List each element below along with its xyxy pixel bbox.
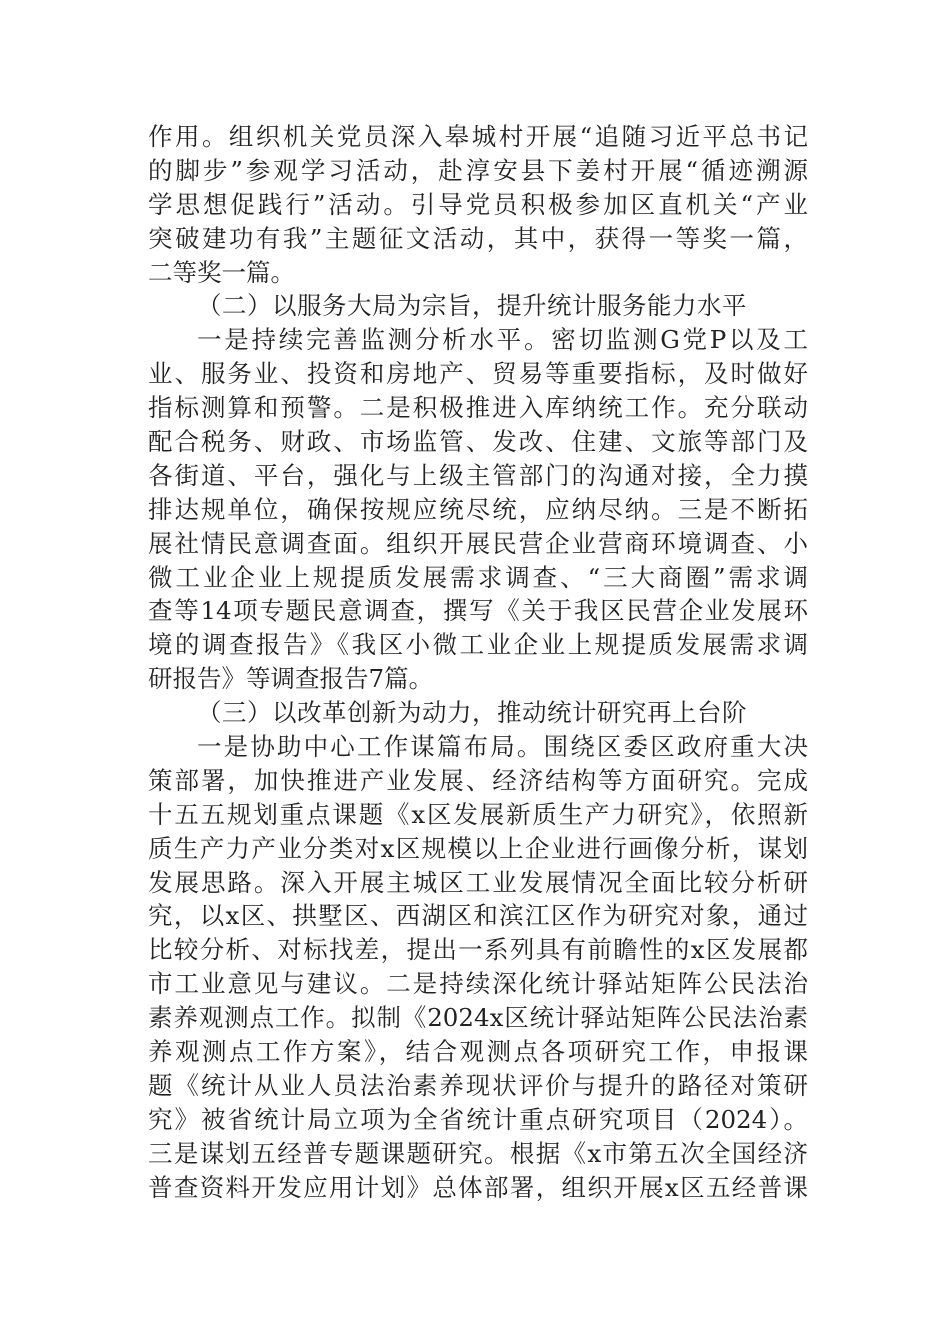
paragraph-line: 指标测算和预警。二是积极推进入库纳统工作。充分联动	[148, 393, 808, 423]
section-heading: （三）以改革创新为动力，推动统计研究再上台阶	[197, 698, 747, 728]
section-heading: （二）以服务大局为宗旨，提升统计服务能力水平	[197, 291, 747, 321]
paragraph-line: 题《统计从业人员法治素养现状评价与提升的路径对策研	[148, 1070, 808, 1100]
paragraph-line: 作用。组织机关党员深入皋城村开展“追随习近平总书记	[148, 122, 808, 151]
paragraph-line: 究》被省统计局立项为全省统计重点研究项目（2024）。	[148, 1104, 808, 1134]
paragraph-line: 究，以x区、拱墅区、西湖区和滨江区作为研究对象，通过	[148, 901, 808, 931]
paragraph-line: 一是协助中心工作谋篇布局。围绕区委区政府重大决	[197, 732, 808, 762]
paragraph-line: 养观测点工作方案》，结合观测点各项研究工作，申报课	[148, 1037, 808, 1067]
paragraph-line: 十五五规划重点课题《x区发展新质生产力研究》，依照新	[148, 799, 808, 829]
paragraph-line: 各街道、平台，强化与上级主管部门的沟通对接，全力摸	[148, 460, 808, 490]
paragraph-line: 二等奖一篇。	[148, 257, 295, 287]
paragraph-line: 一是持续完善监测分析水平。密切监测G党P以及工	[197, 325, 808, 355]
paragraph-line: 普查资料开发应用计划》总体部署，组织开展x区五经普课	[148, 1172, 808, 1202]
paragraph-line: 的脚步”参观学习活动，赴淳安县下姜村开展“循迹溯源	[148, 155, 808, 185]
paragraph-line: 境的调查报告》《我区小微工业企业上规提质发展需求调	[148, 630, 808, 660]
paragraph-line: 质生产力产业分类对x区规模以上企业进行画像分析，谋划	[148, 833, 808, 863]
paragraph-line: 学思想促践行”活动。引导党员积极参加区直机关“产业	[148, 189, 808, 219]
paragraph-line: 策部署，加快推进产业发展、经济结构等方面研究。完成	[148, 765, 808, 795]
paragraph-line: 业、服务业、投资和房地产、贸易等重要指标，及时做好	[148, 359, 808, 389]
paragraph-line: 查等14项专题民意调查，撰写《关于我区民营企业发展环	[148, 596, 808, 626]
paragraph-line: 排达规单位，确保按规应统尽统，应纳尽纳。三是不断拓	[148, 494, 808, 524]
paragraph-line: 研报告》等调查报告7篇。	[148, 664, 434, 694]
paragraph-line: 三是谋划五经普专题课题研究。根据《x市第五次全国经济	[148, 1138, 808, 1168]
paragraph-line: 素养观测点工作。拟制《2024x区统计驿站矩阵公民法治素	[148, 1003, 808, 1033]
paragraph-line: 突破建功有我”主题征文活动，其中，获得一等奖一篇，	[148, 223, 808, 253]
paragraph-line: 发展思路。深入开展主城区工业发展情况全面比较分析研	[148, 867, 808, 897]
body-text	[148, 120, 808, 1205]
paragraph-line: 市工业意见与建议。二是持续深化统计驿站矩阵公民法治	[148, 969, 808, 999]
paragraph-line: 比较分析、对标找差，提出一系列具有前瞻性的x区发展都	[148, 935, 808, 965]
paragraph-line: 微工业企业上规提质发展需求调查、“三大商圈”需求调	[148, 562, 808, 592]
paragraph-line: 配合税务、财政、市场监管、发改、住建、文旅等部门及	[148, 427, 808, 457]
paragraph-line: 展社情民意调查面。组织开展民营企业营商环境调查、小	[148, 528, 808, 558]
